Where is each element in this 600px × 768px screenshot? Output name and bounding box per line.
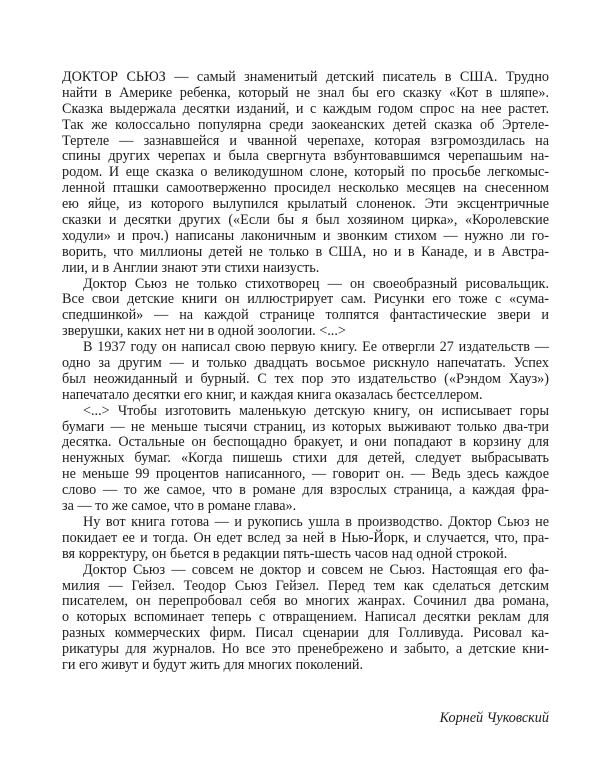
text-line: ходули» и проч.) написаны лаконичным и звонким стихом — нужно ли го- [62,227,549,244]
article-body [62,70,549,674]
text-line: родом. И еще сказка о великодушном слоне, который по просьбе легкомыс- [62,164,549,181]
text-line: за — то же самое, что в романе глава». [62,498,297,515]
text-line: покидает ее и тогда. Он едет вслед за ней в Нью-Йорк, и случается, что, пра- [62,529,549,546]
text-line: В 1937 году он написал свою первую книгу. Ее отвергли 27 издательств — [83,339,549,356]
paragraph [62,563,549,674]
text-line: был неожиданный и бурный. С тех пор это издательство («Рэндом Хауз») [62,370,549,387]
text-line: ленной пташки самоотверженно просидел несколько месяцев на снесенном [62,180,549,197]
paragraph [62,70,549,277]
paragraph [62,404,549,515]
text-line: сказки и десятки других («Если бы я был хозяином цирка», «Королевские [62,212,549,229]
author-signature: Корней Чуковский [439,710,549,726]
text-line: <...> Чтобы изготовить маленькую детскую книгу, он исписывает горы [83,402,549,419]
paragraph [62,277,549,341]
text-line: Так же колоссально популярна среди заокеанских детей сказка об Эртеле- [62,116,549,133]
text-line: спины других черепах и была свергнута взбунтовавшимся черепашьим на- [62,148,549,165]
text-line: найти в Америке ребенка, который не знал бы его сказку «Кот в шляпе». [62,84,549,101]
text-line: Доктор Сьюз не только стихотворец — он своеобразный рисовальщик. [83,275,549,292]
text-line: спедшинкой» — на каждой странице толпятся фантастические звери и [62,307,549,324]
text-line: одно за другим — и только двадцать восьмое рискнуло напечатать. Успех [62,355,549,372]
paragraph [62,340,549,404]
text-line: ненужных бумаг. «Когда пишешь стихи для детей, следует выбрасывать [62,450,549,467]
text-line: десятка. Остальные он беспощадно бракует, и они попадают в корзину для [62,434,549,451]
text-line: Сказка выдержала десятки изданий, и с каждым годом спрос на нее растет. [62,100,549,117]
text-line: рикатуры для журналов. Но все это пренебрежено и забыто, а детские кни- [62,641,549,658]
text-line: зверушки, каких нет ни в одной зоологии. <...> [62,323,346,340]
text-line: разных коммерческих фирм. Писал сценарии для Голливуда. Рисовал ка- [62,625,549,642]
text-line: Тертеле — зазнавшейся и чванной черепахе, которая взгромоздилась на [62,132,549,149]
text-line: Ну вот книга готова — и рукопись ушла в производство. Доктор Сьюз не [83,513,549,530]
text-line: ворить, что миллионы детей не только в США, но и в Канаде, и в Австра- [62,243,549,260]
text-line: напечатало десятки его книг, и каждая книга оказалась бестселлером. [62,386,483,403]
text-line: бумаги — не меньше тысячи страниц, из которых выживают только два-три [62,418,549,435]
text-line: милия — Гейзел. Теодор Сьюз Гейзел. Перед тем как сделаться детским [62,577,549,594]
text-line: о которых вспоминает теперь с отвращением. Написал десятки реклам для [62,609,549,626]
text-line: не меньше 99 процентов написанного, — говорит он. — Ведь здесь каждое [62,466,549,483]
text-line: вя корректуру, он бьется в редакции пять-шесть часов над одной строкой. [62,545,508,562]
text-line: Доктор Сьюз — совсем не доктор и совсем не Сьюз. Настоящая его фа- [83,561,549,578]
text-line: слово — то же самое, что в романе для взрослых страница, а каждая фра- [62,482,549,499]
text-line: Все свои детские книги он иллюстрирует сам. Рисунки его тоже с «сума- [62,291,549,308]
text-line: ДОКТОР СЬЮЗ — самый знаменитый детский писатель в США. Трудно [62,69,549,85]
text-line: писателем, он перепробовал себя во многих жанрах. Сочинил два романа, [62,593,549,610]
text-line: ею яйце, из которого вылупился крылатый слоненок. Эти эксцентричные [62,196,549,213]
paragraph [62,515,549,563]
text-line: лии, и в Англии знают эти стихи наизусть. [62,259,320,276]
text-line: ги его живут и будут жить для многих поколений. [62,656,364,673]
